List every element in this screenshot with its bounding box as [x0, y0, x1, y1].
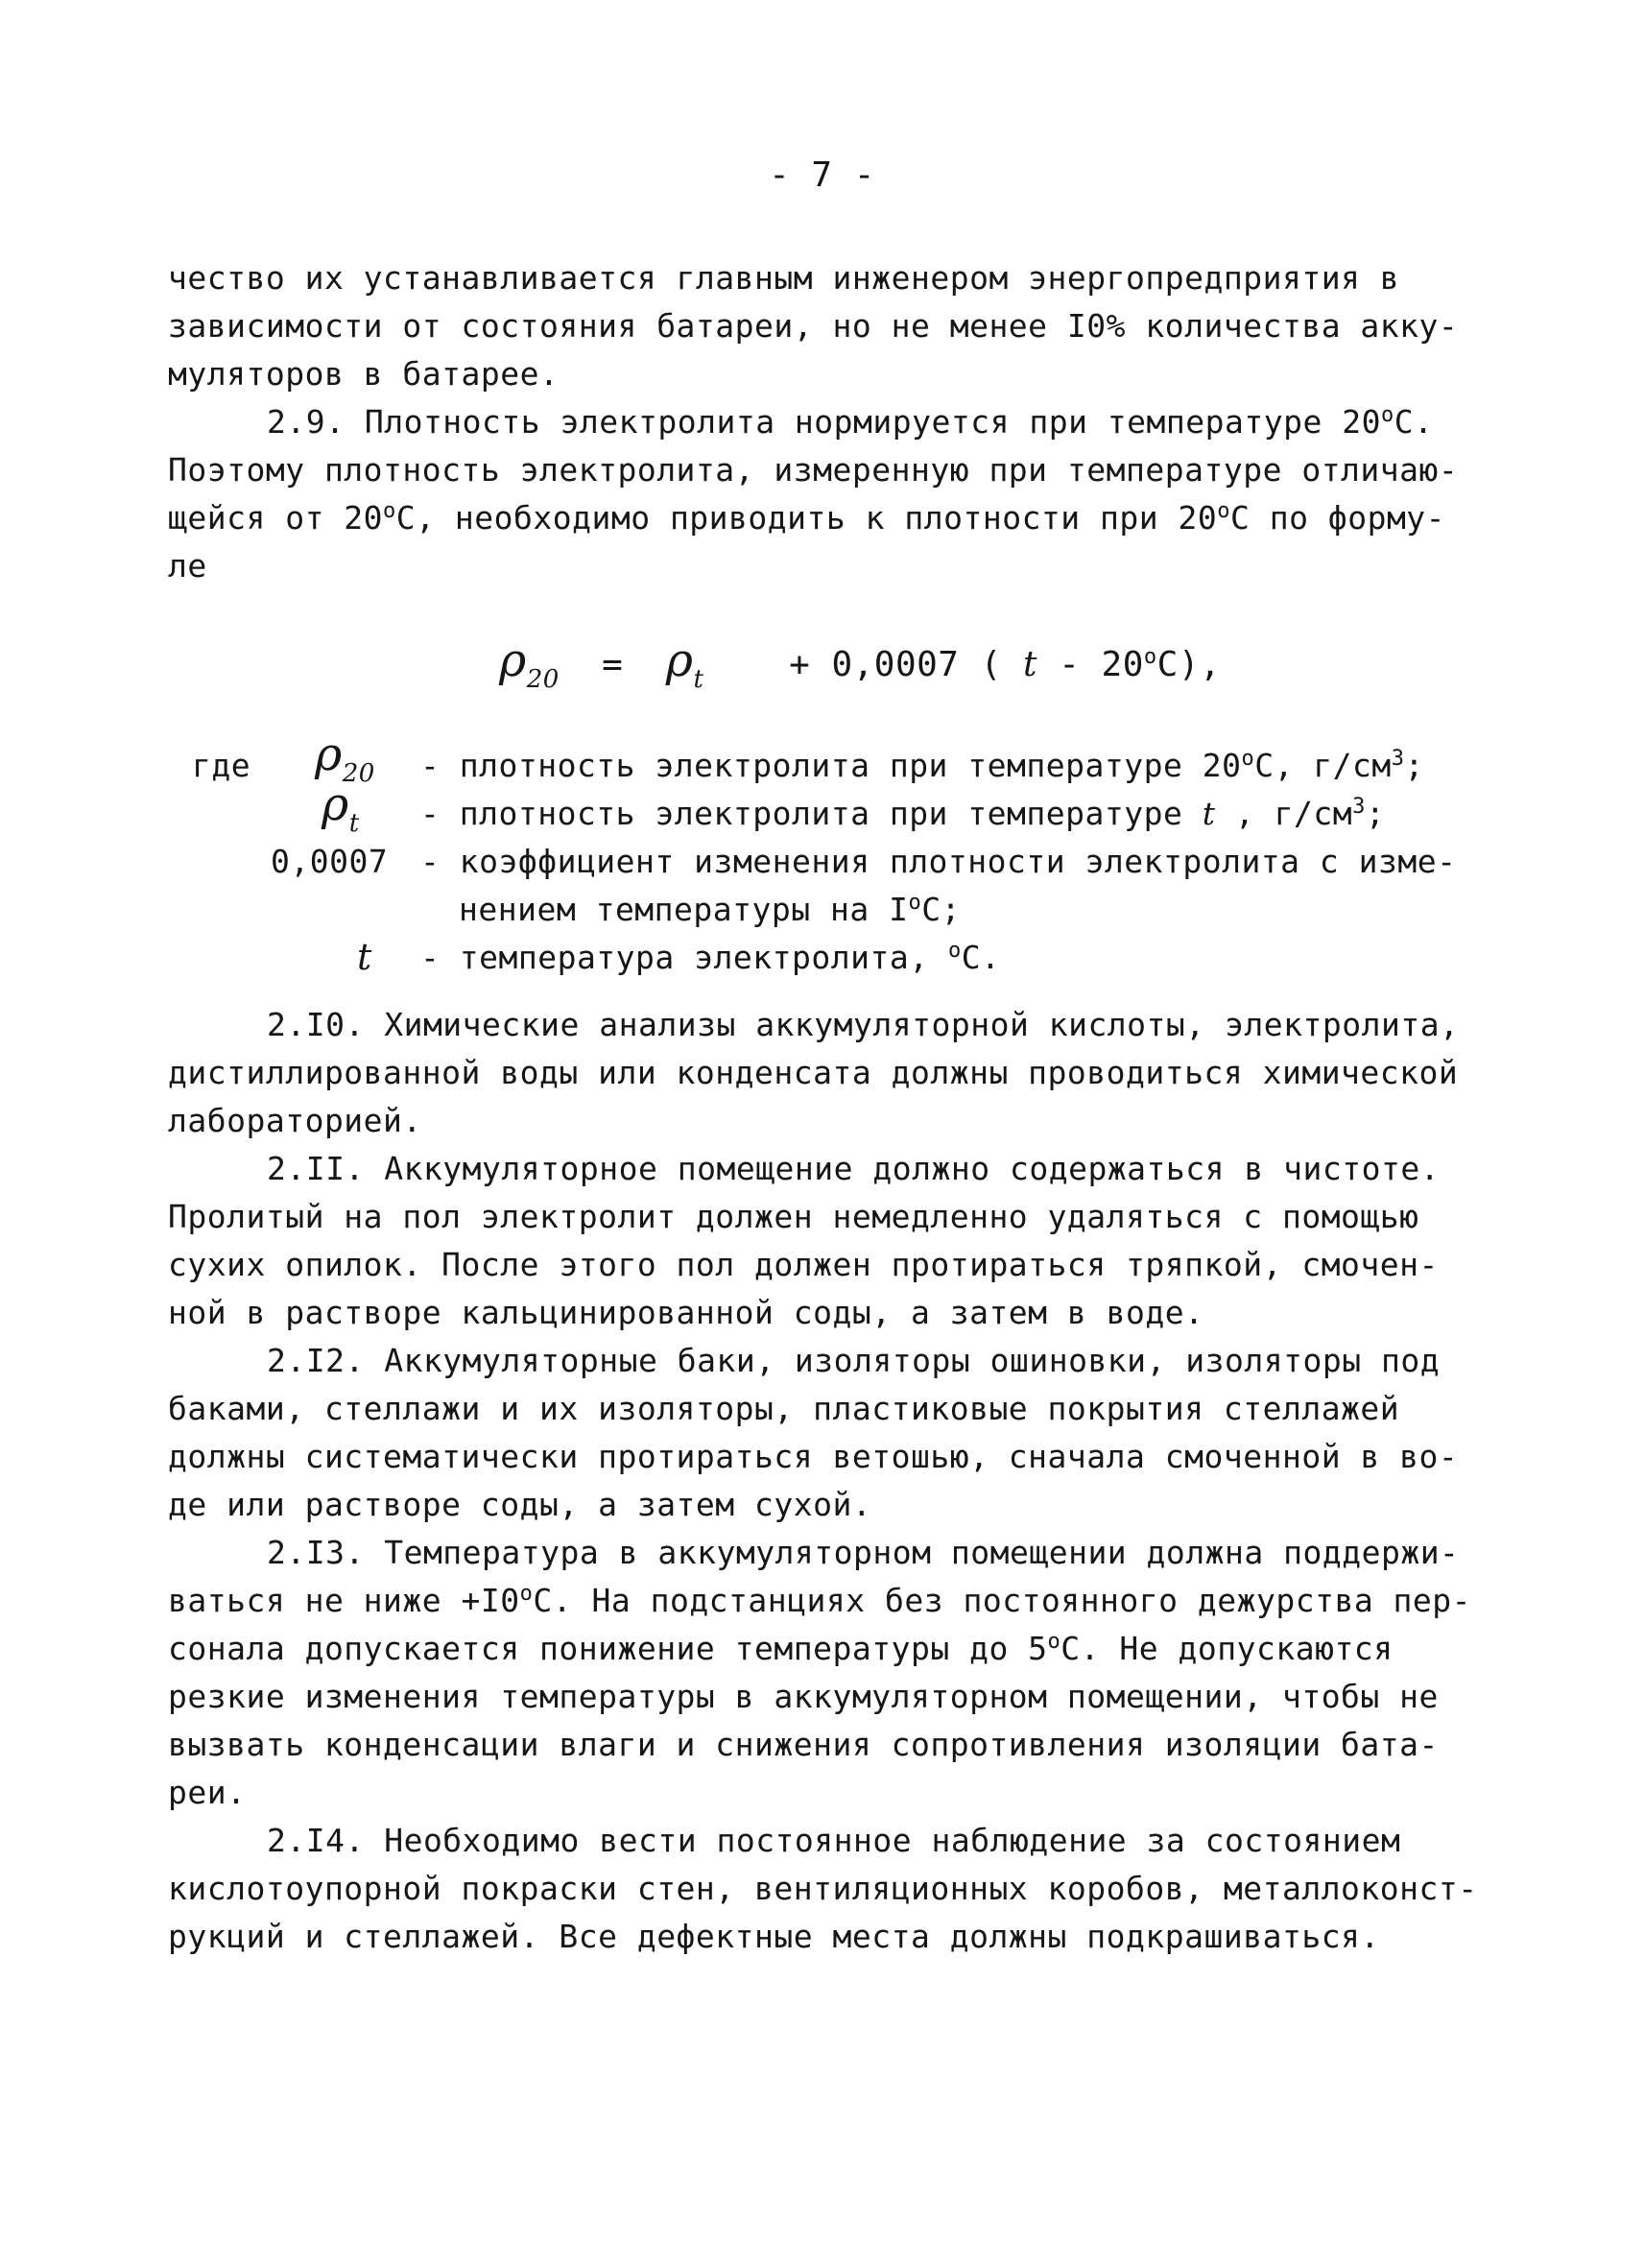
- symbol-coefficient: 0,0007: [271, 843, 389, 880]
- definition-rho-t: - плотность электролита при температуре t , $г/см^3$;: [420, 795, 1386, 832]
- text-line: дистиллированной воды или конденсата должны проводиться химической: [168, 1054, 1459, 1091]
- where-label: где: [192, 747, 251, 784]
- text-line: кислотоупорной покраски стен, вентиляционных коробов, металлоконст-: [168, 1870, 1478, 1907]
- definition-rho-20: - плотность электролита при температуре $20^оС$, $г/см^3$;: [420, 747, 1424, 784]
- definition-coefficient-cont: нением температуры на $I^оС$;: [459, 891, 961, 928]
- definition-t: - температура электролита, $^о$С.: [420, 939, 1001, 976]
- definition-coefficient: - коэффициент изменения плотности электролита с изме-: [420, 843, 1457, 880]
- text-line: рукций и стеллажей. Все дефектные места должны подкрашиваться.: [168, 1918, 1380, 1955]
- text-line: ной в растворе кальцинированной соды, а затем в воде.: [168, 1294, 1204, 1331]
- text-line: муляторов в батарее.: [168, 355, 560, 393]
- symbol-rho-20: $\rho_{20}$: [315, 728, 375, 788]
- text-line: чество их устанавливается главным инженером энергопредприятия в: [168, 259, 1400, 297]
- text-line: реи.: [168, 1774, 247, 1811]
- text-line: сонала допускается понижение температуры до $5^оС$. Не допускаются: [168, 1630, 1394, 1667]
- text-line: лабораторией.: [168, 1102, 422, 1139]
- text-line: вызвать конденсации влаги и снижения сопротивления изоляции бата-: [168, 1726, 1439, 1763]
- text-line: щейся от $20^оС$, необходимо приводить к плотности при $20^оС$ по форму-: [168, 499, 1446, 537]
- text-line: ваться не ниже $+I0^оС$. На подстанциях без постоянного дежурства пер-: [168, 1582, 1472, 1619]
- page-number: - 7 -: [769, 155, 875, 195]
- text-line: сухих опилок. После этого пол должен протираться тряпкой, смочен-: [168, 1246, 1439, 1283]
- paragraph-2-14-line: 2.I4. Необходимо вести постоянное наблюдение за состоянием: [267, 1822, 1401, 1859]
- paragraph-2-10-line: 2.I0. Химические анализы аккумуляторной кислоты, электролита,: [267, 1006, 1460, 1043]
- text-line: резкие изменения температуры в аккумуляторном помещении, чтобы не: [168, 1678, 1439, 1715]
- paragraph-2-13-line: 2.I3. Температура в аккумуляторном помещении должна поддержи-: [267, 1534, 1460, 1571]
- text-line: де или растворе соды, а затем сухой.: [168, 1486, 872, 1523]
- paragraph-2-11-line: 2.II. Аккумуляторное помещение должно содержаться в чистоте.: [267, 1150, 1441, 1187]
- text-line: баками, стеллажи и их изоляторы, пластиковые покрытия стеллажей: [168, 1390, 1400, 1427]
- symbol-rho-t: $\rho_t$: [322, 777, 360, 838]
- text-line: ле: [168, 547, 207, 585]
- paragraph-2-12-line: 2.I2. Аккумуляторные баки, изоляторы ошиновки, изоляторы под: [267, 1342, 1441, 1379]
- text-line: зависимости от состояния батареи, но не менее I0% количества акку-: [168, 307, 1459, 345]
- paragraph-2-9-line: 2.9. Плотность электролита нормируется при температуре $20^оС$.: [267, 403, 1434, 441]
- symbol-t: t: [357, 936, 372, 978]
- density-formula: $\rho_{20} = \rho_t$ + 0,0007 ( t - $20^оС$),: [499, 633, 1222, 694]
- text-line: должны систематически протираться ветошью, сначала смоченной в во-: [168, 1438, 1459, 1475]
- text-line: Поэтому плотность электролита, измеренную при температуре отличаю-: [168, 451, 1459, 489]
- text-line: Пролитый на пол электролит должен немедленно удаляться с помощью: [168, 1198, 1419, 1235]
